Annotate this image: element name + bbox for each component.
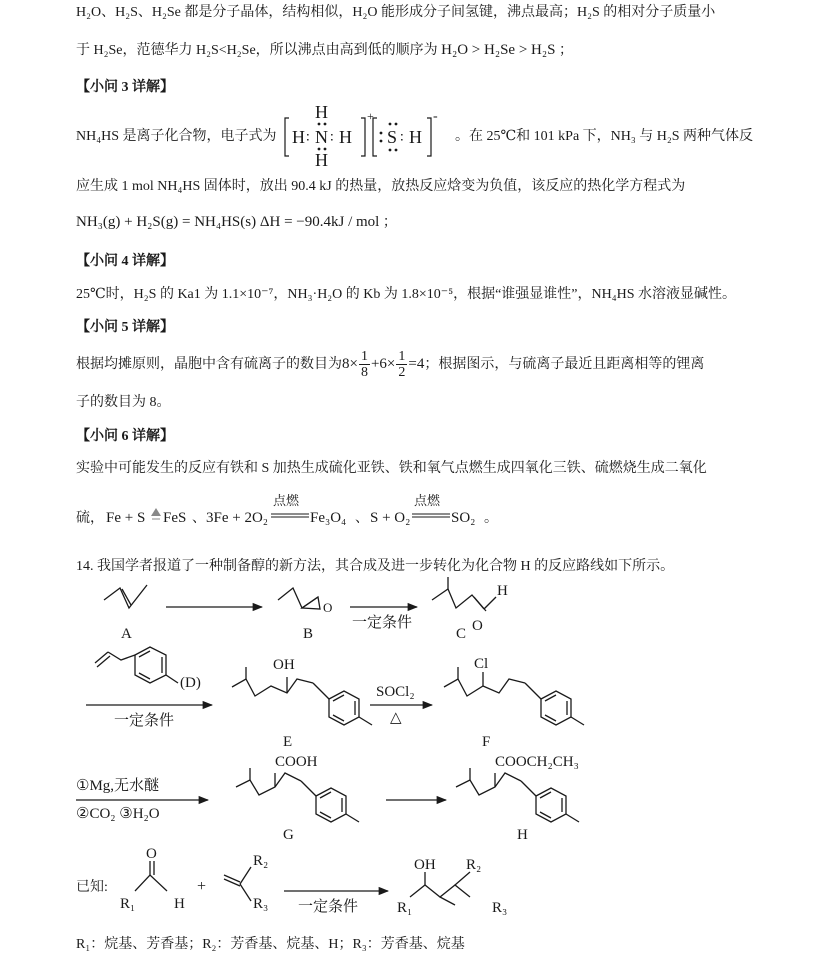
text-span: 于 H₂Se，范德华力 H₂S<H₂Se，所以沸点由高到低的顺序为 [76, 43, 438, 58]
equation-thermochemical [76, 212, 397, 233]
denominator: 2 [398, 365, 406, 381]
atom-h-right: H [339, 127, 352, 147]
text-span: NH₄HS 是离子化合物，电子式为 [76, 129, 277, 144]
paragraph-electron-formula [76, 127, 277, 147]
label-g: G [283, 827, 294, 843]
group-r2-product: R₂ [466, 857, 482, 873]
reactants-s-o2: S + O₂ [370, 510, 411, 526]
paragraph-ka-kb: 25℃时，H₂S 的 Ka1 为 1.1×10⁻⁷，NH₃·H₂O 的 Kb 为 1.8×10⁻⁵，根据“谁强显谁性”，NH₄HS 水溶液显碱性。 [76, 287, 736, 302]
fraction-one-eighth [359, 349, 370, 380]
condition-c-to-e: 一定条件 [114, 713, 175, 729]
numerator: 1 [398, 349, 406, 365]
text-span: ；根据图示，与硫离子最近且距离相等的锂离 [424, 357, 705, 372]
atom-n: N [315, 127, 328, 147]
label-c: C [456, 626, 467, 642]
boiling-order-formula: H₂O > H₂Se > H₂S [441, 42, 556, 58]
thermo-equation: NH₃(g) + H₂S(g) = NH₄HS(s) ΔH = −90.4kJ / mol [76, 214, 380, 230]
atom-s: S [387, 127, 398, 147]
synthesis-scheme [0, 575, 827, 959]
paragraph-reactions: 实验中可能发生的反应有铁和 S 加热生成硫化亚铁、铁和氧气点燃生成四氧化三铁、硫燃烧生成二氧化 [76, 461, 707, 476]
math-term: =4 [408, 356, 425, 372]
product-so2: SO₂ [451, 510, 476, 526]
electron-dots: ∶ [330, 131, 334, 146]
group-r1-product: R₁ [397, 900, 413, 916]
product-fe3o4: Fe₃O₄ [310, 510, 347, 526]
label-a: A [121, 626, 132, 642]
numerator: 1 [360, 349, 368, 365]
heat-triangle-icon: △ [390, 710, 402, 726]
separator: 、 [192, 511, 206, 526]
reaction-equations-line [72, 490, 512, 530]
heat-triangle-icon [151, 508, 161, 516]
atom-o-epoxide: O [323, 600, 333, 615]
denominator: 8 [360, 365, 368, 381]
label-f: F [482, 734, 491, 750]
atom-h-aldehyde: H [497, 583, 508, 599]
label-h: H [517, 827, 528, 843]
atom-o-aldehyde: O [472, 618, 483, 634]
label-b: B [303, 626, 314, 642]
atom-h-hs: H [409, 127, 422, 147]
product-fes: FeS [163, 510, 187, 526]
condition-known: 一定条件 [298, 899, 359, 915]
reagent-socl2: SOCl₂ [376, 684, 415, 700]
group-r3-product: R₃ [492, 900, 508, 916]
section-heading-6: 【小问 6 详解】 [76, 429, 174, 444]
paragraph-boiling-2 [76, 40, 573, 61]
reagent-co2-h2o: ②CO₂ ③H₂O [76, 806, 160, 822]
paragraph-lithium-count: 子的数目为 8。 [76, 395, 171, 410]
reagent-mg-ether: ①Mg,无水醚 [76, 778, 160, 794]
atom-h-bottom: H [315, 150, 328, 170]
reactants-fe-o2: 3Fe + 2O₂ [206, 510, 269, 526]
fraction-one-half [396, 349, 407, 380]
paragraph-crystal-cell [76, 348, 704, 381]
text-span: ； [558, 43, 573, 58]
charge-plus: + [367, 109, 374, 123]
condition-ignite: 点燃 [273, 493, 300, 508]
group-oh: OH [273, 657, 295, 673]
electron-dots: ∶ [306, 131, 310, 146]
section-heading-4: 【小问 4 详解】 [76, 254, 174, 269]
section-heading-5: 【小问 5 详解】 [76, 320, 174, 335]
reactants-fe-s: Fe + S [106, 510, 146, 526]
group-cl: Cl [474, 656, 489, 672]
atom-h-left: H [292, 127, 305, 147]
electron-formula-nh4hs [283, 100, 453, 170]
group-cooch2ch3: COOCH₂CH₃ [495, 754, 579, 770]
charge-minus: - [433, 109, 438, 124]
atom-h-known: H [174, 896, 185, 912]
math-term: +6× [370, 356, 396, 372]
math-term: 8× [342, 356, 358, 372]
footer-substituents: R₁：烷基、芳香基；R₂：芳香基、烷基、H；R₃：芳香基、烷基 [76, 937, 465, 952]
group-r3: R₃ [253, 896, 269, 912]
atom-o-known: O [146, 846, 157, 862]
condition-ignite: 点燃 [414, 493, 441, 508]
text-span: 。 [484, 511, 498, 526]
known-label: 已知: [76, 880, 108, 895]
separator: 、 [355, 511, 369, 526]
atom-h-top: H [315, 102, 328, 122]
text-span: 硫， [76, 511, 104, 526]
paragraph-reaction-heat: 应生成 1 mol NH₄HS 固体时，放出 90.4 kJ 的热量，放热反应焓变为负值，该反应的热化学方程式为 [76, 179, 686, 194]
text-span: 根据均摊原则，晶胞中含有硫离子的数目为 [76, 357, 342, 372]
condition-b-to-c: 一定条件 [352, 615, 413, 631]
group-cooh: COOH [275, 754, 318, 770]
section-heading-3: 【小问 3 详解】 [76, 80, 174, 95]
electron-dots: ∶ [400, 131, 404, 146]
group-r1: R₁ [120, 896, 136, 912]
plus-sign: + [197, 878, 207, 895]
group-r2: R₂ [253, 853, 269, 869]
question-14-stem: 14. 我国学者报道了一种制备醇的新方法，其合成及进一步转化为化合物 H 的反应路线如下所示。 [76, 559, 675, 574]
paragraph-conditions: 。在 25℃和 101 kPa 下，NH₃ 与 H₂S 两种气体反 [455, 129, 754, 144]
group-oh-product: OH [414, 857, 436, 873]
text-span: ； [382, 215, 397, 230]
label-d: (D) [180, 675, 201, 691]
label-e: E [283, 734, 293, 750]
paragraph-boiling-1: H₂O、H₂S、H₂Se 都是分子晶体，结构相似，H₂O 能形成分子间氢键，沸点最高；H₂S 的相对分子质量小 [76, 5, 716, 20]
